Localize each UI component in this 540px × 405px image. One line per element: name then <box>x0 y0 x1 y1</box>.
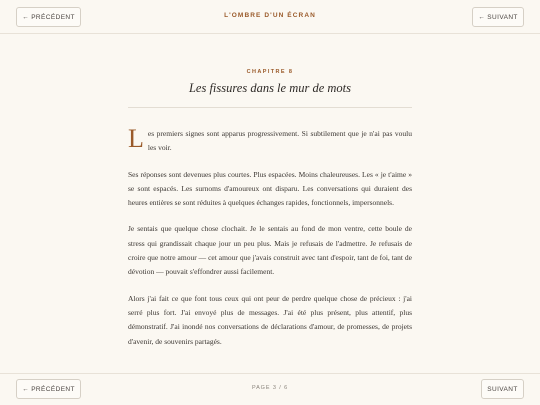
reading-page <box>128 34 412 370</box>
paragraph: Ses réponses sont devenues plus courtes. Plus espacées. Moins chaleureuses. Les « je t'aime » se sont espacés. Les surnoms d'amoureux ont disparu. Les conversations qui duraient des heures entières se sont réduites à quelques échanges rapides, fonctionnels, impersonnels. <box>128 169 412 208</box>
chapter-title: Les fissures dans le mur de mots <box>188 81 352 95</box>
text-fade-overlay <box>0 350 540 374</box>
chapter-text <box>128 124 412 361</box>
title-divider <box>128 107 412 108</box>
top-navigation-bar <box>0 0 540 34</box>
previous-button-top[interactable]: ← PRÉCÉDENT <box>16 7 81 27</box>
paragraph-text: es premiers signes sont apparus progressivement. Si subtilement que je n'ai pas voulu les voir. <box>147 129 412 153</box>
next-button-top[interactable]: ← SUIVANT <box>472 7 524 27</box>
paragraph <box>128 124 412 156</box>
drop-cap: L <box>128 124 144 153</box>
chapter-label: CHAPITRE 8 <box>246 69 294 75</box>
paragraph: Je sentais que quelque chose clochait. Je le sentais au fond de mon ventre, cette boule de stress qui grandissait chaque jour un peu plus. Mais je refusais de l'admettre. Je refusais de croire que notre amour — cet amour que j'avais construit avec tant d'espoir, tant de foi, tant de dévotion — pouvait s'effondrer aussi facilement. <box>128 224 412 277</box>
page-indicator: PAGE 3 / 6 <box>251 385 289 391</box>
bottom-navigation-bar <box>0 373 540 405</box>
book-title: L'OMBRE D'UN ÉCRAN <box>224 12 316 19</box>
previous-button-bottom[interactable]: ← PRÉCÉDENT <box>16 379 81 399</box>
paragraph: Alors j'ai fait ce que font tous ceux qui ont peur de perdre quelque chose de précieux : j'ai serré plus fort. J'ai envoyé plus de messages. J'ai été plus présent, plus attentif, plus démonstratif. J'ai inondé nos conversations de déclarations d'amour, de promesses, de projets d'avenir, de souvenirs partagés. <box>128 293 412 346</box>
next-button-bottom[interactable]: SUIVANT <box>481 379 524 399</box>
